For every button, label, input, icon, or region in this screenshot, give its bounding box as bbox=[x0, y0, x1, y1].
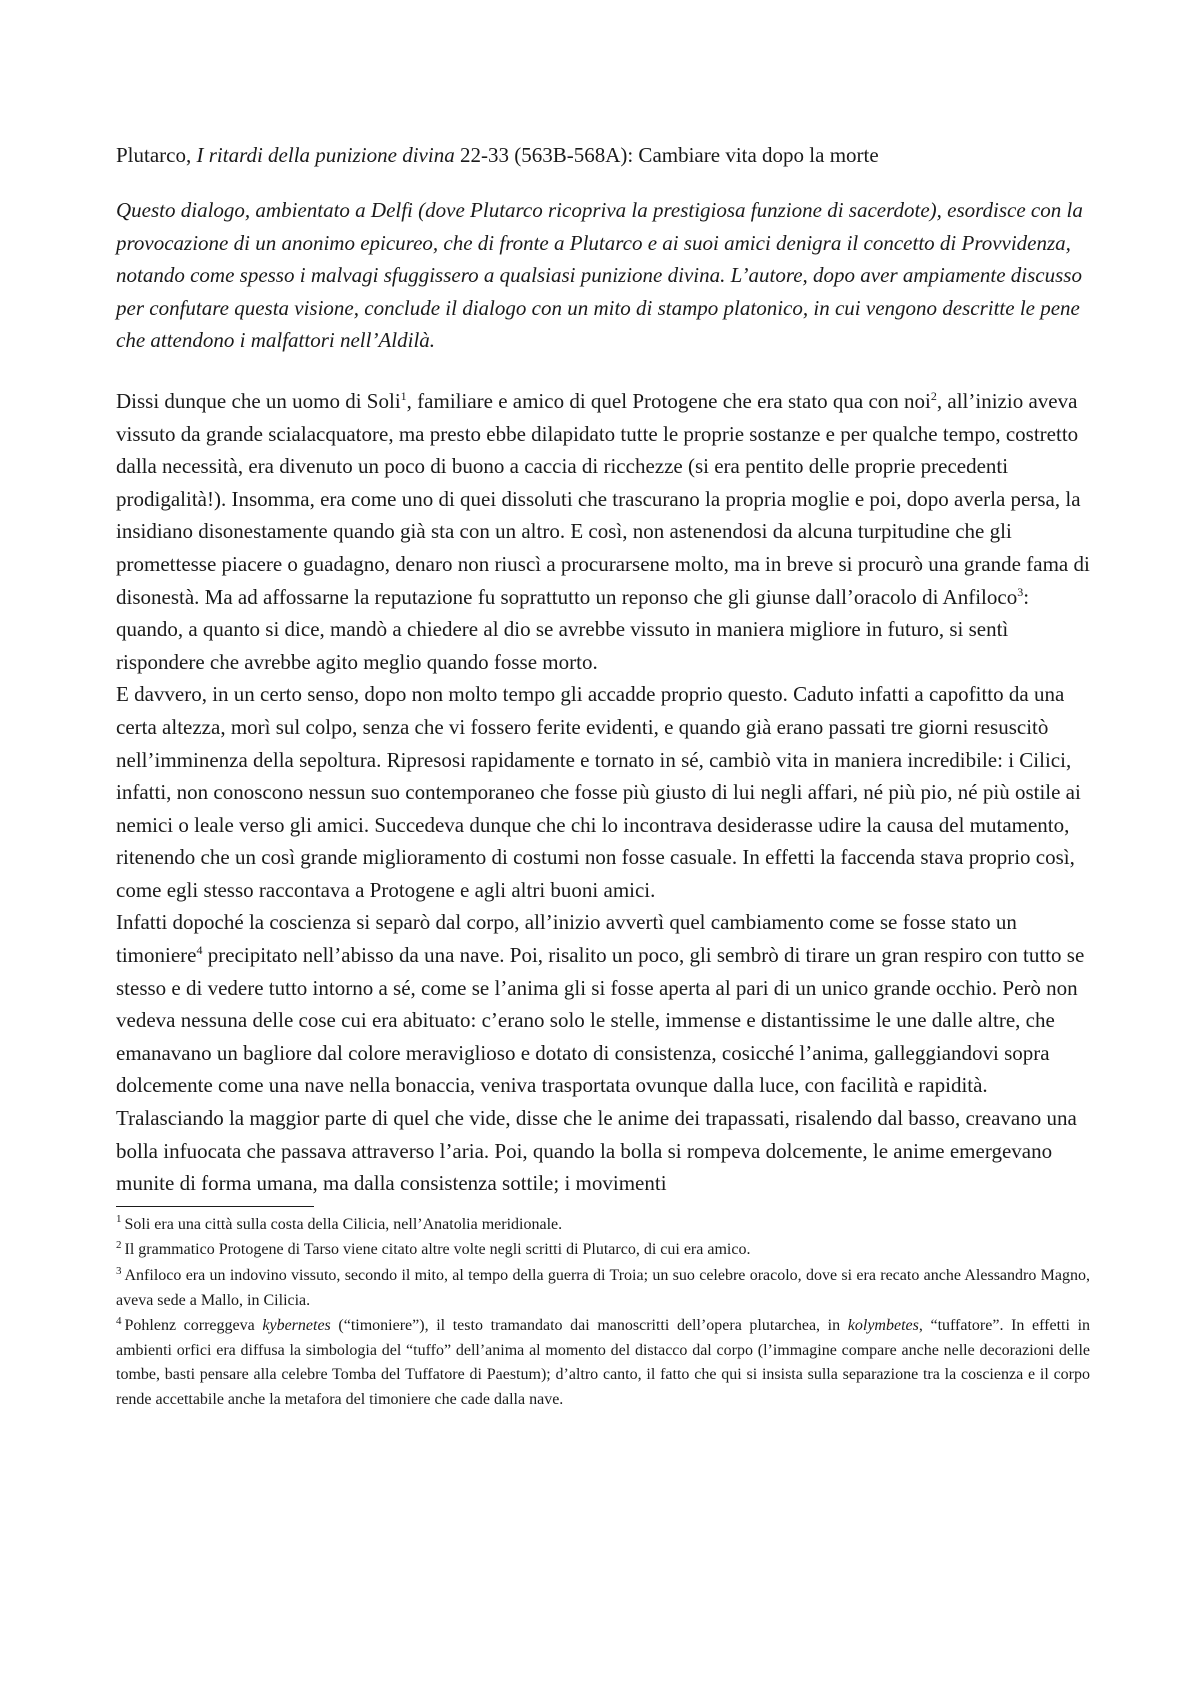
footnote-reference: 3 bbox=[1017, 584, 1024, 599]
footnote-separator bbox=[116, 1206, 314, 1207]
text-run: Dissi dunque che un uomo di Soli bbox=[116, 388, 401, 413]
footnote-number: 3 bbox=[116, 1264, 122, 1277]
title-author: Plutarco, bbox=[116, 143, 197, 167]
text-run: : quando, a quanto si dice, mandò a chiedere al dio se avrebbe vissuto in maniera migliore in futuro, si sentì rispondere che avrebbe agito meglio quando fosse morto. bbox=[116, 584, 1030, 674]
italic-term: kybernetes bbox=[262, 1317, 331, 1335]
text-run: , familiare e amico di quel Protogene che era stato qua con noi bbox=[406, 388, 931, 413]
footnote-item bbox=[116, 1314, 1090, 1412]
body-paragraph bbox=[116, 1102, 1090, 1200]
footnote-item bbox=[116, 1238, 1090, 1263]
document-page bbox=[116, 140, 1090, 1414]
footnote-item bbox=[116, 1213, 1090, 1238]
footnote-number: 1 bbox=[116, 1213, 122, 1226]
body-paragraph bbox=[116, 385, 1090, 678]
text-run: Infatti dopoché la coscienza si separò dal corpo, all’inizio avvertì quel cambiamento come se fosse stato un timoniere bbox=[116, 910, 1017, 968]
body-paragraph bbox=[116, 906, 1090, 1102]
footnote-reference: 2 bbox=[930, 388, 937, 403]
italic-term: kolymbetes bbox=[847, 1317, 919, 1335]
main-text bbox=[116, 385, 1090, 1200]
text-run: , “tuffatore”. In effetti in ambienti orfici era diffusa la simbologia del “tuffo” dell’anima al momento del distacco dal corpo (l’immagine compare anche nelle decorazioni delle tombe, basti pensare alla celebre Tomba del Tuffatore di Paestum); d’altro canto, il fatto che qui si insista sulla separazione tra la coscienza e il corpo rende accettabile anche la metafora del timoniere che cade dalla nave. bbox=[116, 1317, 1091, 1408]
text-run: Anfiloco era un indovino vissuto, secondo il mito, al tempo della guerra di Troia; un suo celebre oracolo, dove si era recato anche Alessandro Magno, aveva sede a Mallo, in Cilicia. bbox=[116, 1267, 1090, 1309]
title-rest: 22-33 (563B-568A): Cambiare vita dopo la morte bbox=[454, 143, 879, 167]
footnotes bbox=[116, 1213, 1090, 1413]
footnote-number: 4 bbox=[116, 1314, 122, 1327]
intro-paragraph: Questo dialogo, ambientato a Delfi (dove Plutarco ricopriva la prestigiosa funzione di sacerdote), esordisce con la provocazione di un anonimo epicureo, che di fronte a Plutarco e ai suoi amici denigra il concetto di Provvidenza, notando come spesso i malvagi sfuggissero a qualsiasi punizione divina. L’autore, dopo aver ampiamente discusso per confutare questa visione, conclude il dialogo con un mito di stampo platonico, in cui vengono descritte le pene che attendono i malfattori nell’Aldilà. bbox=[116, 198, 1083, 353]
text-run: Soli era una città sulla costa della Cilicia, nell’Anatolia meridionale. bbox=[124, 1215, 563, 1233]
text-run: E davvero, in un certo senso, dopo non molto tempo gli accadde proprio questo. Caduto infatti a capofitto da una certa altezza, morì sul colpo, senza che vi fossero ferite evidenti, e quando già erano passati tre giorni resuscitò nell’imminenza della sepoltura. Ripresosi rapidamente e tornato in sé, cambiò vita in maniera incredibile: i Cilici, infatti, non conoscono nessun suo contemporaneo che fosse più giusto di lui negli affari, né più pio, né più ostile ai nemici o leale verso gli amici. Succedeva dunque che chi lo incontrava desiderasse udire la causa del mutamento, ritenendo che un così grande miglioramento di costumi non fosse casuale. In effetti la faccenda stava proprio così, come egli stesso raccontava a Protogene e agli altri buoni amici. bbox=[116, 682, 1081, 902]
text-run: precipitato nell’abisso da una nave. Poi, risalito un poco, gli sembrò di tirare un gran respiro con tutto se stesso e di vedere tutto intorno a sé, come se l’anima gli si fosse aperta al pari di un unico grande occhio. Però non vedeva nessuna delle cose cui era abituato: c’erano solo le stelle, immense e distantissime le une dalle altre, che emanavano un bagliore dal colore meraviglioso e dotato di consistenza, cosicché l’anima, galleggiandovi sopra dolcemente come una nave nella bonaccia, veniva trasportata ovunque dalla luce, con facilità e rapidità. bbox=[116, 943, 1085, 1098]
text-run: , all’inizio aveva vissuto da grande scialacquatore, ma presto ebbe dilapidato tutte le proprie sostanze e per qualche tempo, costretto dalla necessità, era divenuto un poco di buono a caccia di ricchezze (si era pentito delle proprie precedenti prodigalità!). Insomma, era come uno di quei dissoluti che trascurano la propria moglie e poi, dopo averla persa, la insidiano disonestamente quando già sta con un altro. E così, non astenendosi da alcuna turpitudine che gli promettesse piacere o guadagno, denaro non riuscì a procurarsene molto, ma in breve si procurò una grande fama di disonestà. Ma ad affossarne la reputazione fu soprattutto un reponso che gli giunse dall’oracolo di Anfiloco bbox=[116, 388, 1090, 609]
document-title bbox=[116, 140, 1090, 170]
footnote-number: 2 bbox=[116, 1239, 122, 1252]
footnote-item bbox=[116, 1264, 1090, 1313]
footnote-reference: 1 bbox=[400, 388, 407, 403]
text-run: Il grammatico Protogene di Tarso viene citato altre volte negli scritti di Plutarco, di cui era amico. bbox=[124, 1241, 751, 1259]
footnote-reference: 4 bbox=[196, 943, 203, 958]
text-run: Tralasciando la maggior parte di quel che vide, disse che le anime dei trapassati, risalendo dal basso, creavano una bolla infuocata che passava attraverso l’aria. Poi, quando la bolla si rompeva dolcemente, le anime emergevano munite di forma umana, ma dalla consistenza sottile; i movimenti bbox=[116, 1106, 1077, 1196]
title-work: I ritardi della punizione divina bbox=[196, 143, 455, 167]
body-paragraph bbox=[116, 678, 1090, 906]
text-run: (“timoniere”), il testo tramandato dai manoscritti dell’opera plutarchea, in bbox=[330, 1317, 848, 1335]
text-run: Pohlenz correggeva bbox=[124, 1317, 263, 1335]
